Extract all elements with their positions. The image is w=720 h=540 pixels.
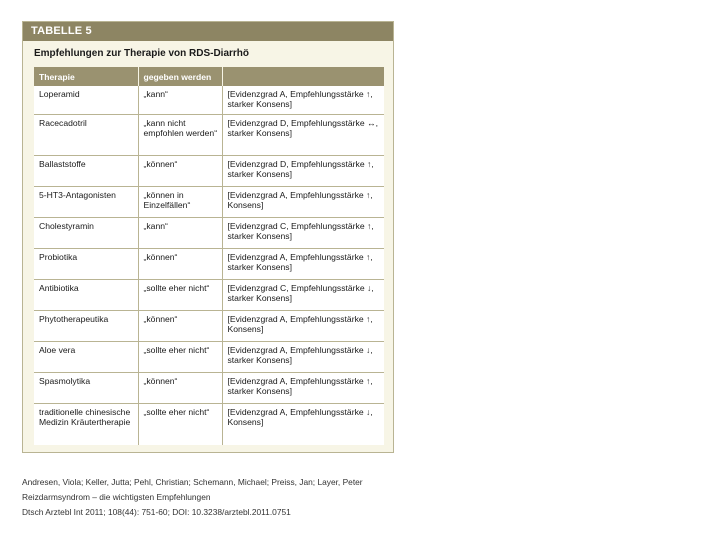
table-row (34, 372, 384, 403)
given-cell: „sollte eher nicht“ (138, 279, 222, 310)
evidence-cell: [Evidenzgrad A, Empfehlungsstärke ↑, starker Konsens] (222, 248, 384, 279)
therapy-cell: Ballaststoffe (34, 155, 138, 186)
table-row (34, 310, 384, 341)
given-cell: „sollte eher nicht“ (138, 341, 222, 372)
table-row (34, 86, 384, 114)
evidence-cell: [Evidenzgrad A, Empfehlungsstärke ↑, Konsens] (222, 186, 384, 217)
table-panel (22, 21, 394, 453)
table-number: TABELLE 5 (23, 22, 393, 41)
table-row (34, 217, 384, 248)
table-row (34, 155, 384, 186)
table-row (34, 341, 384, 372)
therapy-cell: 5-HT3-Antagonisten (34, 186, 138, 217)
given-cell: „kann“ (138, 217, 222, 248)
given-cell: „können“ (138, 155, 222, 186)
table-row (34, 248, 384, 279)
evidence-cell: [Evidenzgrad D, Empfehlungsstärke ↔, starker Konsens] (222, 114, 384, 155)
column-header-given: gegeben werden (138, 67, 222, 86)
therapy-cell: Aloe vera (34, 341, 138, 372)
therapy-cell: traditionelle chinesische Medizin Kräutertherapie (34, 403, 138, 445)
evidence-cell: [Evidenzgrad A, Empfehlungsstärke ↑, starker Konsens] (222, 86, 384, 114)
caption-authors: Andresen, Viola; Keller, Jutta; Pehl, Christian; Schemann, Michael; Preiss, Jan; Layer, Peter (22, 477, 363, 487)
table-row (34, 186, 384, 217)
given-cell: „können“ (138, 310, 222, 341)
given-cell: „kann“ (138, 86, 222, 114)
therapy-cell: Probiotika (34, 248, 138, 279)
caption-title: Reizdarmsyndrom – die wichtigsten Empfehlungen (22, 492, 211, 502)
therapy-cell: Cholestyramin (34, 217, 138, 248)
therapy-cell: Spasmolytika (34, 372, 138, 403)
table-row (34, 403, 384, 445)
given-cell: „kann nicht empfohlen werden“ (138, 114, 222, 155)
table-row (34, 114, 384, 155)
evidence-cell: [Evidenzgrad A, Empfehlungsstärke ↑, Konsens] (222, 310, 384, 341)
evidence-cell: [Evidenzgrad C, Empfehlungsstärke ↑, starker Konsens] (222, 217, 384, 248)
given-cell: „können in Einzelfällen“ (138, 186, 222, 217)
given-cell: „können“ (138, 372, 222, 403)
column-header-evidence (222, 67, 384, 86)
evidence-cell: [Evidenzgrad A, Empfehlungsstärke ↑, starker Konsens] (222, 372, 384, 403)
table-header-row (34, 67, 384, 86)
table-row (34, 279, 384, 310)
recommendations-table (34, 67, 384, 445)
evidence-cell: [Evidenzgrad C, Empfehlungsstärke ↓, starker Konsens] (222, 279, 384, 310)
evidence-cell: [Evidenzgrad A, Empfehlungsstärke ↓, starker Konsens] (222, 341, 384, 372)
citation-caption (22, 475, 412, 520)
given-cell: „können“ (138, 248, 222, 279)
therapy-cell: Antibiotika (34, 279, 138, 310)
therapy-cell: Phytotherapeutika (34, 310, 138, 341)
therapy-cell: Racecadotril (34, 114, 138, 155)
given-cell: „sollte eher nicht“ (138, 403, 222, 445)
column-header-therapy: Therapie (34, 67, 138, 86)
evidence-cell: [Evidenzgrad A, Empfehlungsstärke ↓, Konsens] (222, 403, 384, 445)
evidence-cell: [Evidenzgrad D, Empfehlungsstärke ↑, starker Konsens] (222, 155, 384, 186)
caption-citation: Dtsch Arztebl Int 2011; 108(44): 751-60; DOI: 10.3238/arztebl.2011.0751 (22, 507, 291, 517)
therapy-cell: Loperamid (34, 86, 138, 114)
table-title: Empfehlungen zur Therapie von RDS-Diarrhö (34, 48, 250, 59)
